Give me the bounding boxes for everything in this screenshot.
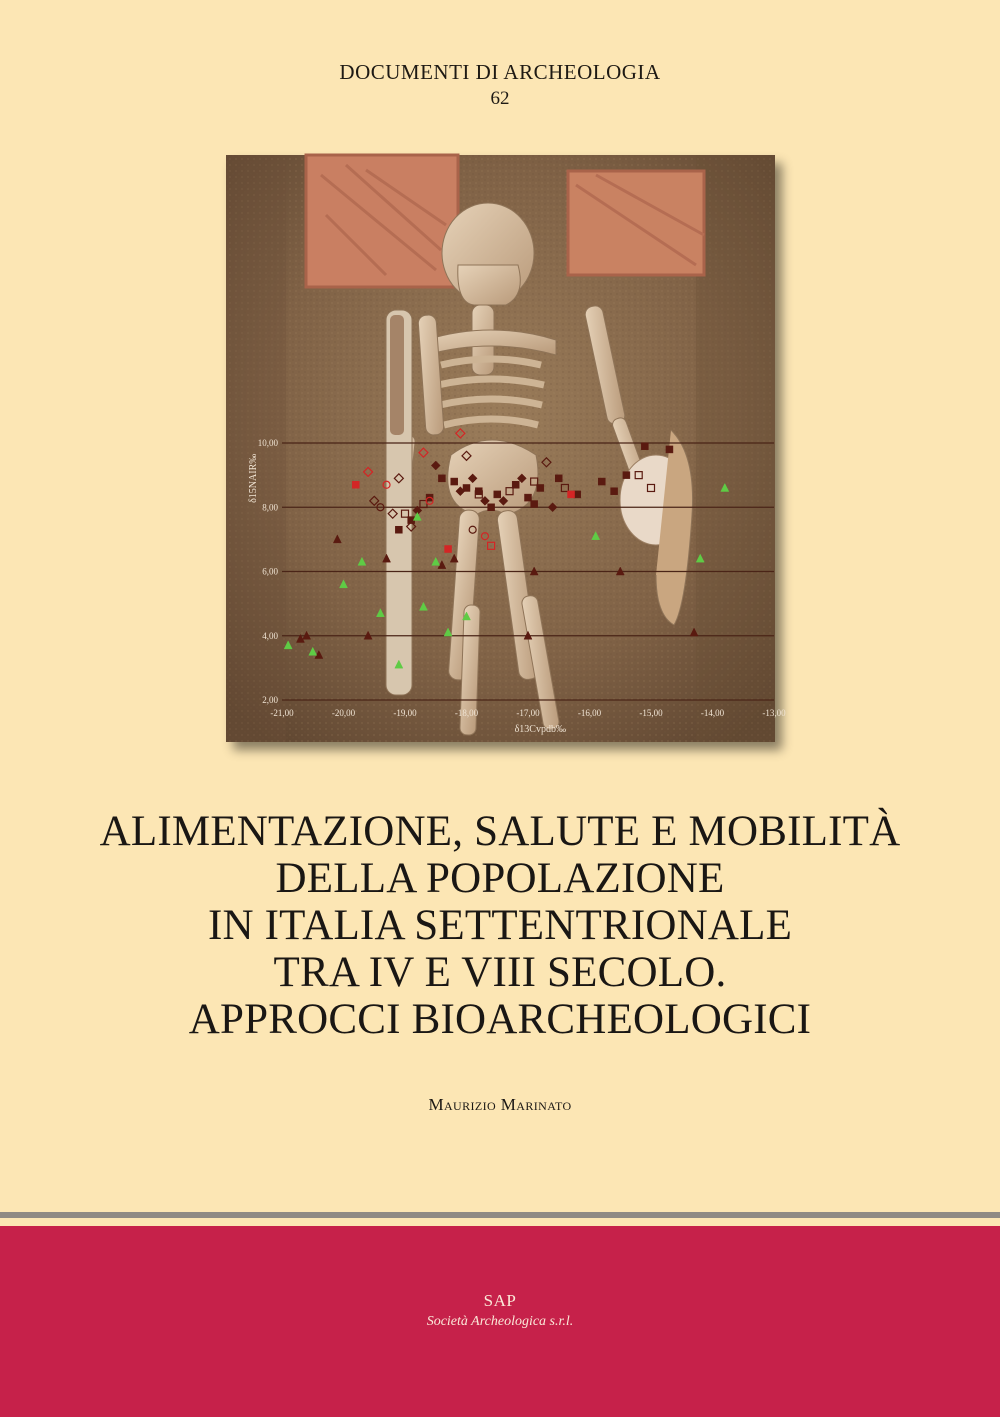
x-tick-label: -20,00 (331, 708, 356, 718)
x-tick-label: -13,00 (762, 708, 786, 718)
tile-right (568, 171, 704, 275)
y-tick-label: 8,00 (262, 502, 278, 513)
series-name: DOCUMENTI DI ARCHEOLOGIA (339, 60, 661, 84)
data-point (641, 443, 648, 450)
publisher (0, 1290, 1000, 1332)
tile-left (306, 155, 458, 287)
author-name: Maurizio Marinato (428, 1095, 572, 1114)
x-tick-label: -18,00 (454, 708, 479, 718)
data-point (666, 446, 673, 453)
data-point (555, 475, 562, 482)
book-title (0, 808, 1000, 1043)
data-point (395, 526, 402, 533)
x-tick-label: -17,00 (516, 708, 540, 718)
sword (386, 310, 412, 695)
data-point (623, 472, 630, 479)
title-line-2: DELLA POPOLAZIONE (275, 855, 725, 902)
cover-photo (226, 155, 786, 742)
series-header (0, 58, 1000, 112)
data-point (438, 475, 445, 482)
y-tick-label: 2,00 (262, 695, 278, 705)
x-tick-label: -19,00 (393, 708, 417, 718)
y-tick-label: 10,00 (257, 438, 278, 448)
publisher-full-name: Società Archeologica s.r.l. (426, 1314, 574, 1329)
publisher-abbr: SAP (483, 1291, 517, 1310)
title-line-5: APPROCCI BIOARCHEOLOGICI (188, 996, 812, 1043)
data-point (352, 481, 359, 488)
x-tick-label: -14,00 (700, 708, 725, 718)
y-tick-label: 4,00 (262, 630, 278, 641)
data-point (494, 491, 501, 498)
data-point (568, 491, 575, 498)
data-point (488, 504, 495, 511)
series-number: 62 (490, 88, 510, 109)
data-point (611, 488, 618, 495)
data-point (525, 494, 532, 501)
data-point (445, 546, 452, 553)
x-axis-label: δ13Cvpdb‰ (514, 724, 566, 735)
data-point (598, 478, 605, 485)
y-tick-label: 6,00 (262, 566, 278, 577)
divider-rule (0, 1212, 1000, 1218)
data-point (451, 478, 458, 485)
data-point (531, 501, 538, 508)
x-tick-label: -16,00 (577, 708, 602, 718)
title-line-1: ALIMENTAZIONE, SALUTE E MOBILITÀ (99, 808, 901, 855)
x-tick-label: -15,00 (639, 708, 663, 718)
y-axis-label: δ15NAIR‰ (248, 453, 259, 503)
title-line-4: TRA IV E VIII SECOLO. (273, 949, 727, 996)
x-tick-label: -21,00 (270, 708, 294, 718)
title-line-3: IN ITALIA SETTENTRIONALE (207, 902, 793, 949)
